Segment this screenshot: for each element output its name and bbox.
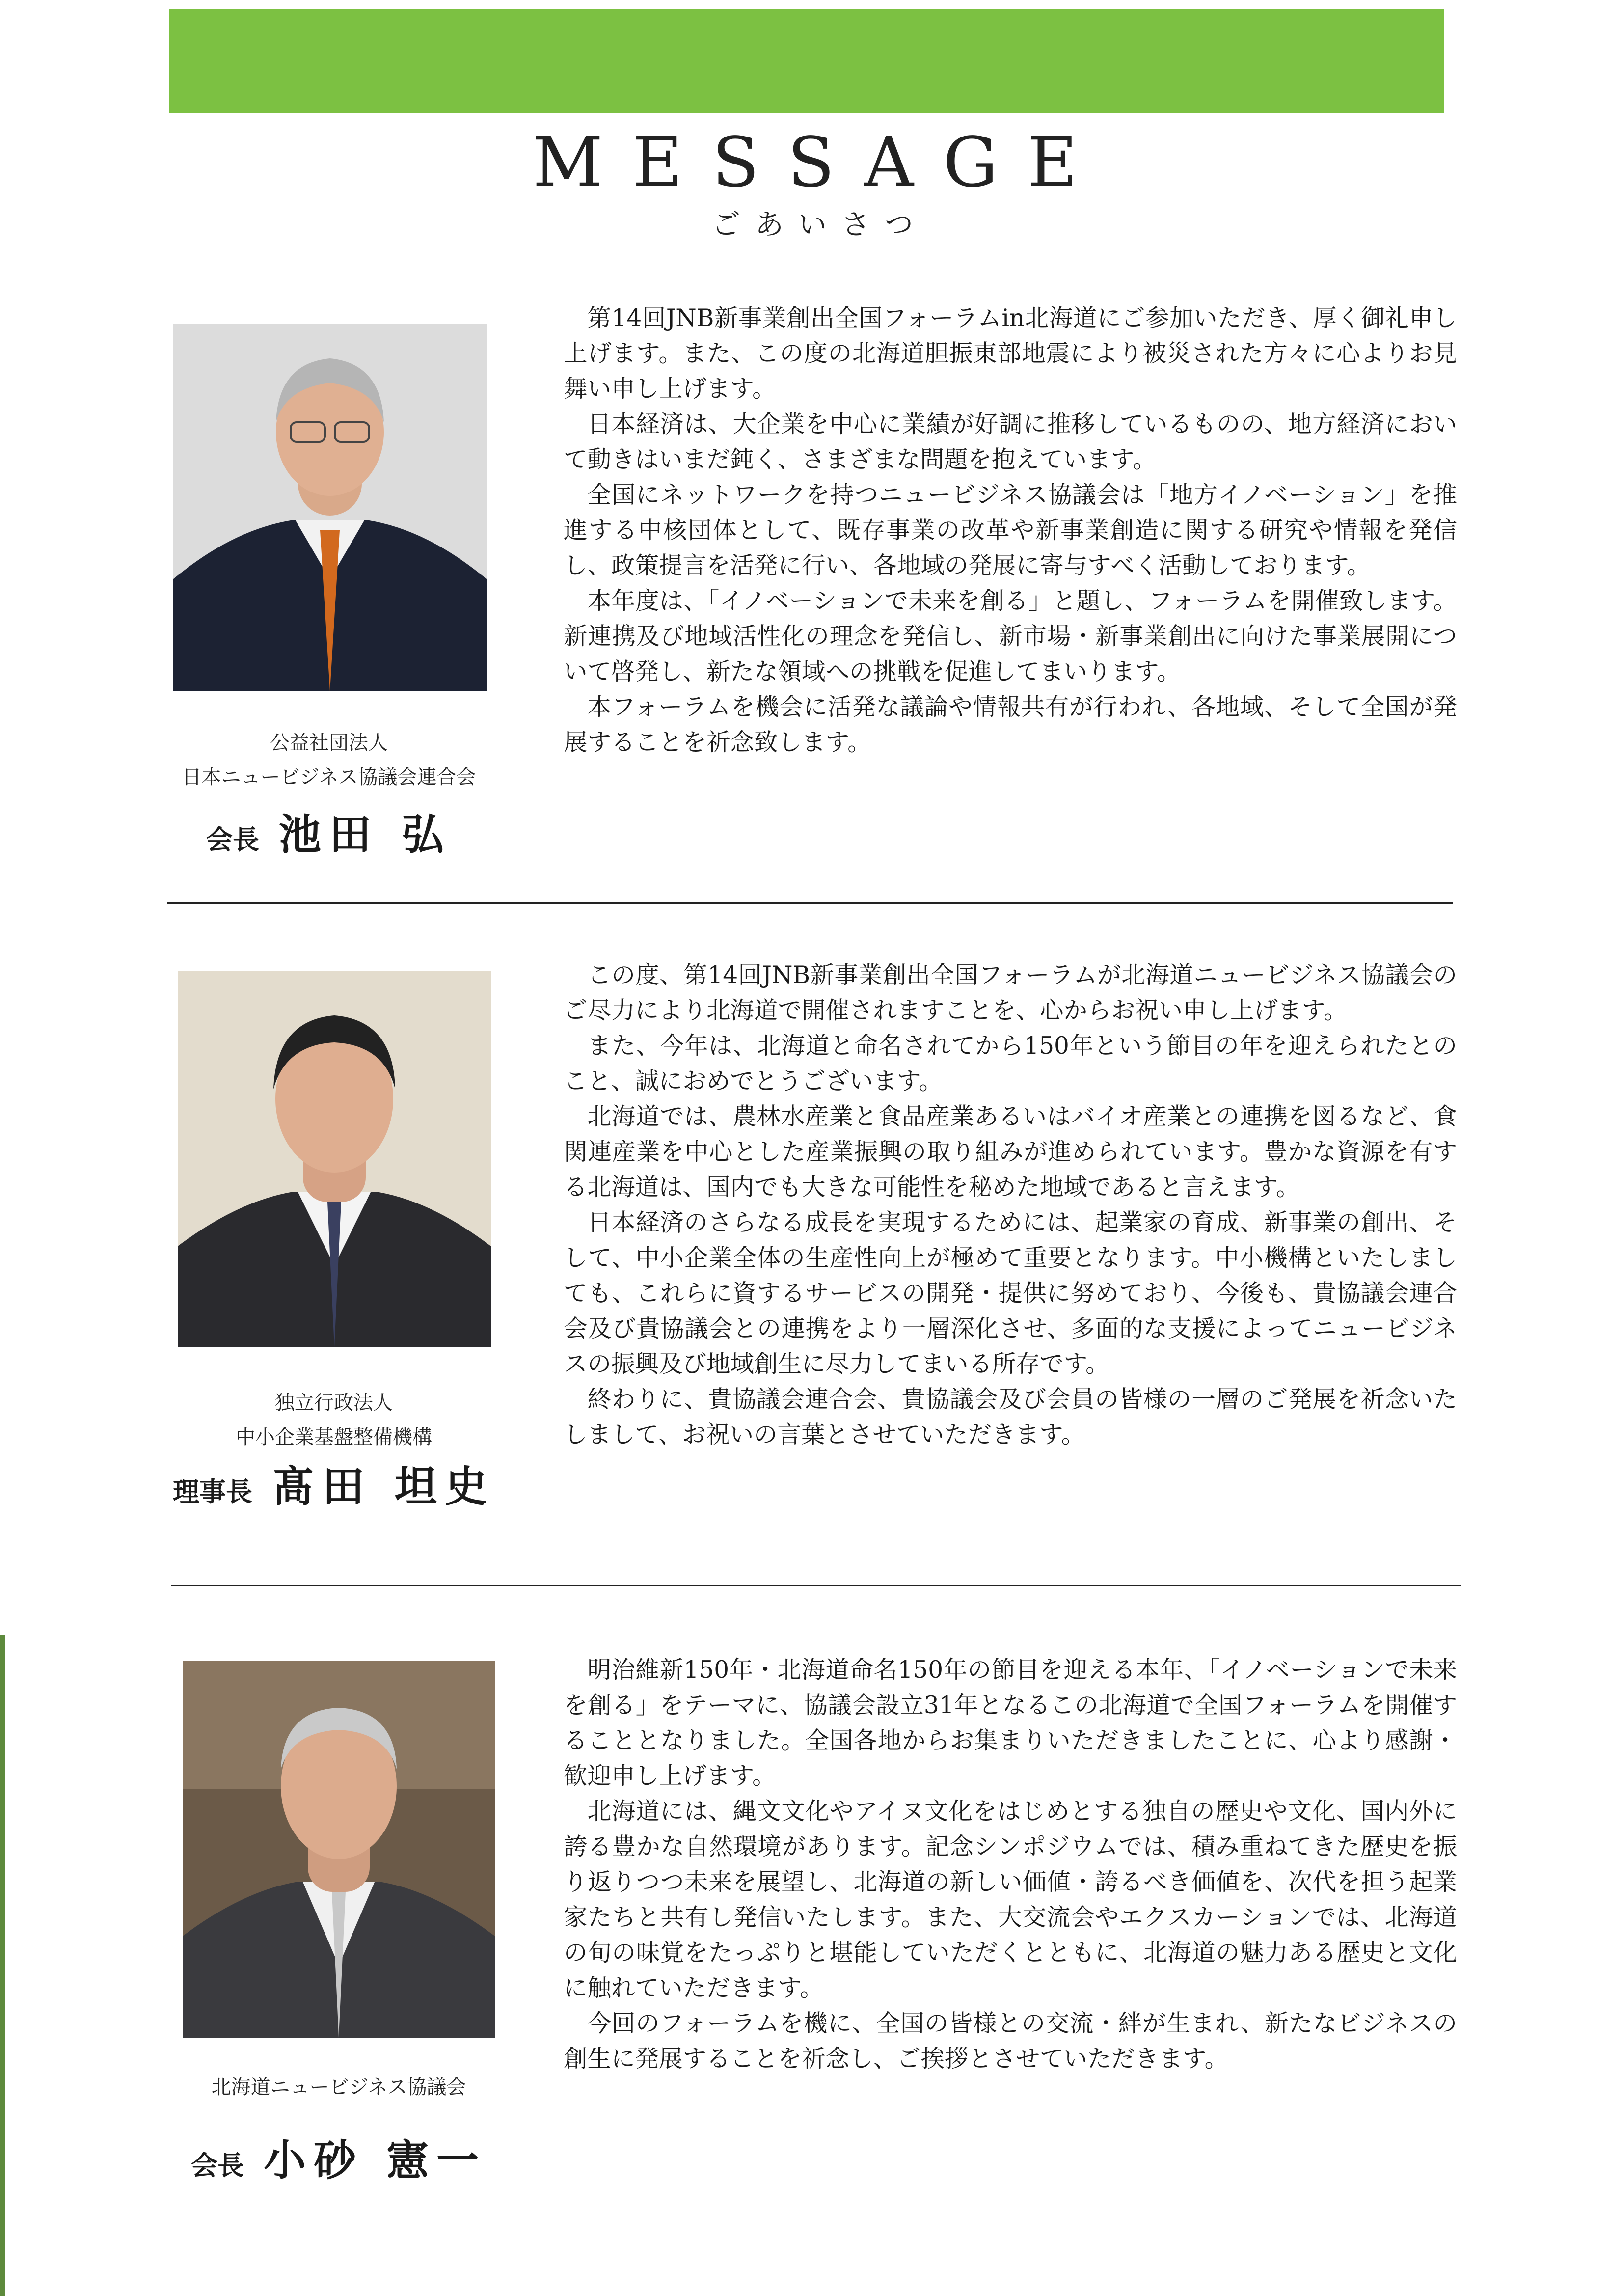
signatory-role: 会長 xyxy=(206,824,260,855)
message-body-ikeda xyxy=(564,301,1457,760)
message-paragraph: 北海道では、農林水産業と食品産業あるいはバイオ産業との連携を図るなど、食関連産業を中心とした産業振興の取り組みが進められています。豊かな資源を有する北海道は、国内でも大きな可能性を秘めた地域であると言えます。 xyxy=(564,1103,1457,1201)
affiliation-line: 中小企業基盤整備機構 xyxy=(236,1426,432,1449)
message-body-takada xyxy=(564,957,1457,1452)
affiliation-line: 日本ニュービジネス協議会連合会 xyxy=(182,766,476,789)
section-divider xyxy=(167,902,1453,904)
message-paragraph: 今回のフォーラムを機に、全国の皆様との交流・絆が生まれ、新たなビジネスの創生に発展することを祈念し、ご挨拶とさせていただきます。 xyxy=(564,2010,1458,2073)
affiliation-line: 独立行政法人 xyxy=(275,1392,393,1414)
affiliation-ikeda xyxy=(157,726,501,794)
affiliation-line: 公益社団法人 xyxy=(270,732,388,754)
signature-ikeda xyxy=(157,800,501,861)
message-paragraph: 第14回JNB新事業創出全国フォーラムin北海道にご参加いただき、厚く御礼申し上げます。また、この度の北海道胆振東部地震により被災された方々に心よりお見舞い申し上げます。 xyxy=(564,304,1457,403)
message-paragraph: また、今年は、北海道と命名されてから150年という節目の年を迎えられたとのこと、誠におめでとうございます。 xyxy=(564,1032,1457,1095)
section-divider xyxy=(171,1585,1461,1586)
portrait-photo-takada xyxy=(178,971,491,1347)
signatory-name: 髙田 坦史 xyxy=(272,1462,495,1511)
signatory-name: 小砂 憲一 xyxy=(264,2135,487,2185)
message-paragraph: 北海道には、縄文文化やアイヌ文化をはじめとする独自の歴史や文化、国内外に誇る豊かな自然環境があります。記念シンポジウムでは、積み重ねてきた歴史を振り返りつつ未来を展望し、北海道の新しい価値・誇るべき価値を、次代を担う起業家たちと共有し発信いたします。また、大交流会やエクスカーションでは、北海道の旬の味覚をたっぷりと堪能していただくとともに、北海道の魅力ある歴史と文化に触れていただきます。 xyxy=(564,1798,1457,2002)
portrait-photo-ikeda xyxy=(173,324,487,691)
left-edge-strip xyxy=(0,1635,5,2296)
signatory-role: 会長 xyxy=(191,2150,244,2181)
affiliation-takada xyxy=(162,1386,506,1454)
affiliation-line: 北海道ニュービジネス協議会 xyxy=(211,2076,466,2099)
signatory-role: 理事長 xyxy=(173,1476,253,1507)
message-paragraph: 明治維新150年・北海道命名150年の節目を迎える本年、「イノベーションで未来を創る」をテーマに、協議会設立31年となるこの北海道で全国フォーラムを開催することとなりました。全国各地からお集まりいただきましたことに、心より感謝・歓迎申し上げます。 xyxy=(564,1656,1457,1790)
message-body-kosuna xyxy=(564,1652,1457,2077)
message-paragraph: 本フォーラムを機会に活発な議論や情報共有が行われ、各地域、そして全国が発展することを祈念致します。 xyxy=(564,693,1457,756)
message-paragraph: 終わりに、貴協議会連合会、貴協議会及び会員の皆様の一層のご発展を祈念いたしまして、お祝いの言葉とさせていただきます。 xyxy=(564,1386,1457,1449)
signatory-name: 池田 弘 xyxy=(279,810,452,859)
message-paragraph: 全国にネットワークを持つニュービジネス協議会は「地方イノベーション」を推進する中核団体として、既存事業の改革や新事業創造に関する研究や情報を発信し、政策提言を活発に行い、各地域の発展に寄与すべく活動しております。 xyxy=(564,481,1457,579)
message-paragraph: 日本経済のさらなる成長を実現するためには、起業家の育成、新事業の創出、そして、中小企業全体の生産性向上が極めて重要となります。中小機構といたしましても、これらに資するサービスの開発・提供に努めており、今後も、貴協議会連合会及び貴協議会との連携をより一層深化させ、多面的な支援によってニュービジネスの振興及び地域創生に尽力してまいる所存です。 xyxy=(564,1209,1457,1378)
message-paragraph: この度、第14回JNB新事業創出全国フォーラムが北海道ニュービジネス協議会のご尽力により北海道で開催されますことを、心からお祝い申し上げます。 xyxy=(564,961,1457,1024)
portrait-photo-kosuna xyxy=(183,1661,495,2038)
signature-kosuna xyxy=(167,2126,511,2187)
signature-takada xyxy=(162,1452,506,1513)
page-title: MESSAGE xyxy=(532,123,1108,203)
affiliation-kosuna xyxy=(167,2070,511,2105)
message-paragraph: 本年度は、「イノベーションで未来を創る」と題し、フォーラムを開催致します。新連携及び地域活性化の理念を発信し、新市場・新事業創出に向けた事業展開について啓発し、新たな領域への挑戦を促進してまいります。 xyxy=(564,587,1457,685)
header-green-band xyxy=(169,9,1444,113)
message-paragraph: 日本経済は、大企業を中心に業績が好調に推移しているものの、地方経済において動きはいまだ鈍く、さまざまな問題を抱えています。 xyxy=(564,410,1457,473)
page-subtitle: ごあいさつ xyxy=(711,208,928,241)
